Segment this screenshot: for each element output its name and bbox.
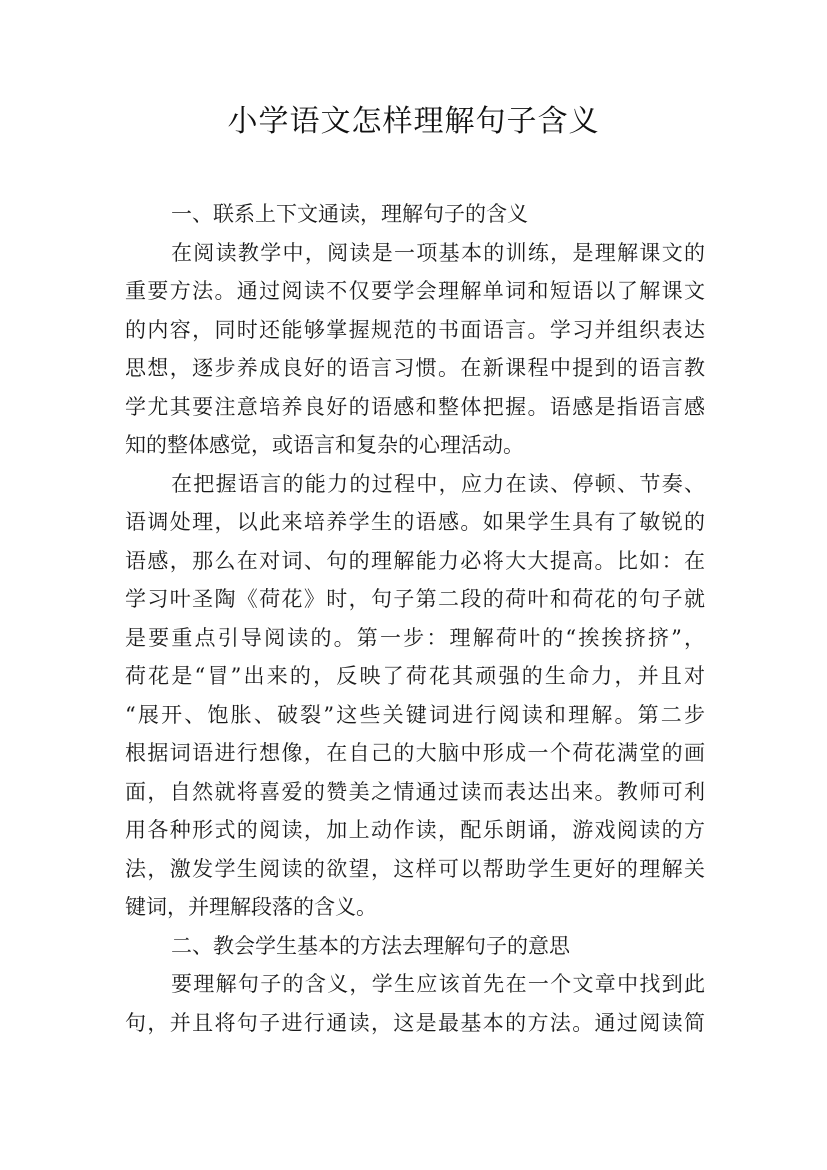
paragraph-line: 知的整体感觉，或语言和复杂的心理活动。	[125, 433, 524, 457]
document-body	[125, 195, 705, 1042]
paragraph-line: 语调处理，以此来培养学生的语感。如果学生具有了敏锐的	[125, 510, 705, 534]
paragraph-line: 的内容，同时还能够掌握规范的书面语言。学习并组织表达	[125, 317, 705, 342]
paragraph-line: 键词，并理解段落的含义。	[125, 895, 377, 919]
paragraph-line: 根据词语进行想像，在自己的大脑中形成一个荷花满堂的画	[125, 741, 705, 765]
paragraph-line: 重要方法。通过阅读不仅要学会理解单词和短语以了解课文	[125, 279, 705, 303]
paragraph-first-line: 要理解句子的含义，学生应该首先在一个文章中找到此	[171, 972, 705, 996]
paragraph-line: 学尤其要注意培养良好的语感和整体把握。语感是指语言感	[125, 394, 705, 419]
paragraph-first-line: 在阅读教学中，阅读是一项基本的训练，是理解课文的	[171, 240, 705, 265]
paragraph-line: 面，自然就将喜爱的赞美之情通过读而表达出来。教师可利	[125, 779, 705, 804]
paragraph-line: 句，并且将句子进行通读，这是最基本的方法。通过阅读简	[125, 1010, 705, 1035]
paragraph-line: 语感，那么在对词、句的理解能力必将大大提高。比如：在	[125, 548, 705, 573]
paragraph-line: 思想，逐步养成良好的语言习惯。在新课程中提到的语言教	[125, 356, 705, 380]
document-title: 小学语文怎样理解句子含义	[227, 104, 600, 139]
paragraph-line: 荷花是“冒”出来的，反映了荷花其顽强的生命力，并且对	[125, 664, 705, 688]
paragraph-line: “展开、饱胀、破裂”这些关键词进行阅读和理解。第二步	[125, 702, 705, 727]
paragraph-line: 学习叶圣陶《荷花》时，句子第二段的荷叶和荷花的句子就	[125, 587, 705, 611]
paragraph-line: 是要重点引导阅读的。第一步：理解荷叶的“挨挨挤挤”，	[125, 625, 705, 650]
paragraph-first-line: 二、教会学生基本的方法去理解句子的意思	[171, 933, 570, 958]
paragraph-line: 用各种形式的阅读，加上动作读，配乐朗诵，游戏阅读的方	[125, 818, 705, 842]
paragraph-first-line: 在把握语言的能力的过程中，应力在读、停顿、节奏、	[171, 471, 705, 496]
paragraph-first-line: 一、联系上下文通读，理解句子的含义	[171, 202, 528, 226]
paragraph-line: 法，激发学生阅读的欲望，这样可以帮助学生更好的理解关	[125, 856, 705, 881]
